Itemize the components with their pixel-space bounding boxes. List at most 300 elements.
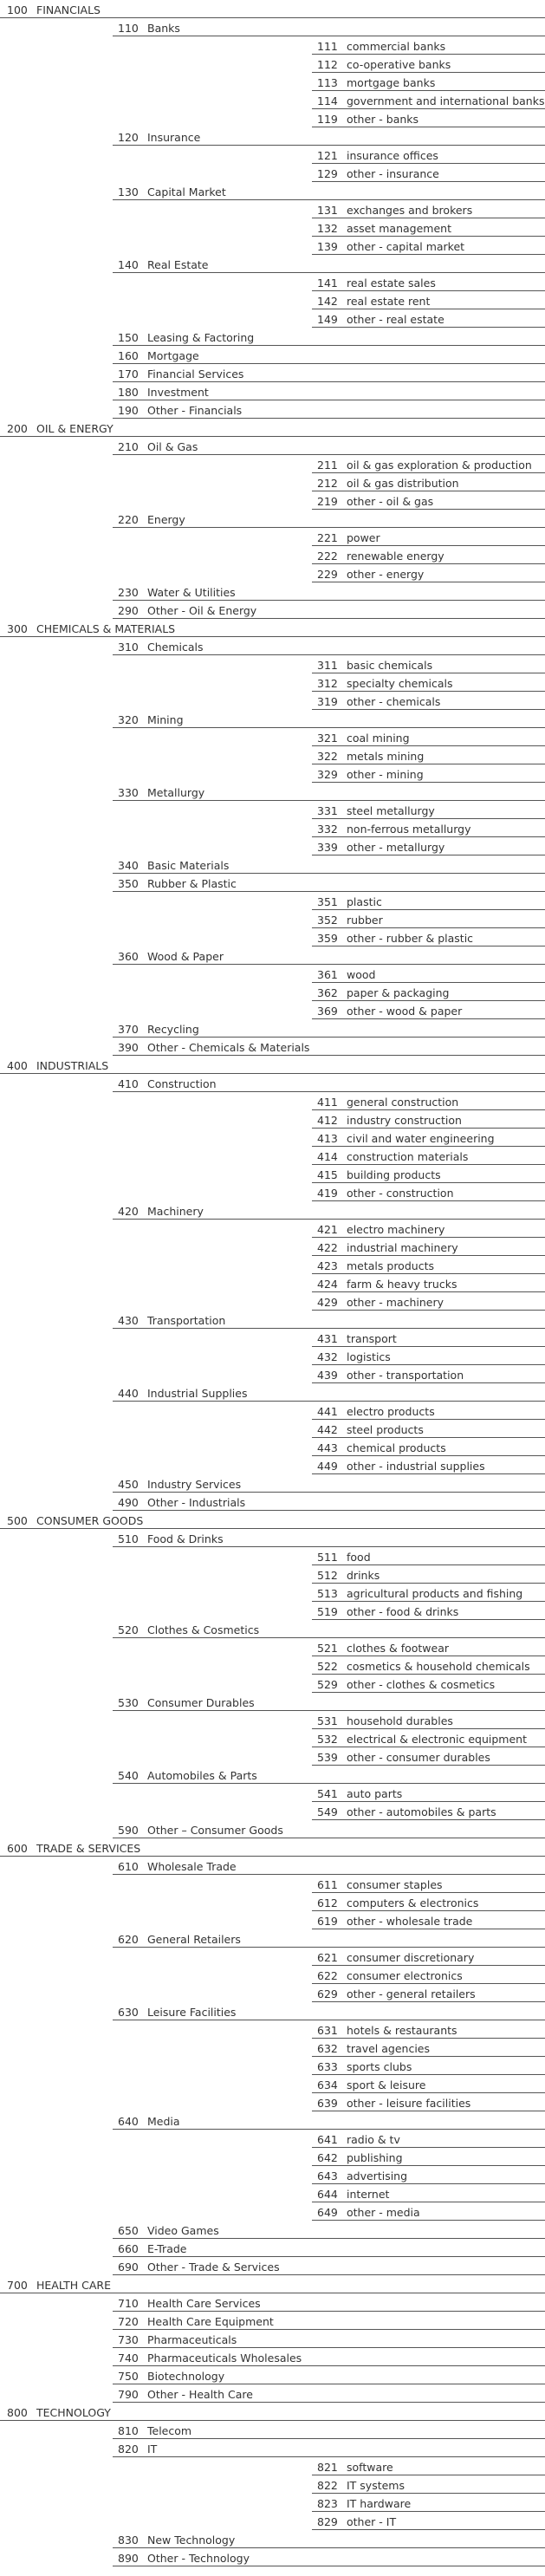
code-label: 430 bbox=[118, 1314, 139, 1327]
name-label: other - rubber & plastic bbox=[347, 932, 474, 945]
subgroup-row bbox=[312, 965, 545, 983]
code-label: 890 bbox=[118, 2552, 139, 2565]
code-label: 490 bbox=[118, 1496, 139, 1509]
code-label: 420 bbox=[118, 1205, 139, 1218]
name-label: computers & electronics bbox=[347, 1896, 479, 1909]
code-label: 829 bbox=[317, 2515, 338, 2528]
code-label: 212 bbox=[317, 477, 338, 490]
code-label: 132 bbox=[317, 222, 338, 235]
code-label: 312 bbox=[317, 677, 338, 690]
name-label: other - real estate bbox=[347, 313, 444, 326]
code-label: 660 bbox=[118, 2242, 139, 2255]
name-label: IT hardware bbox=[347, 2497, 412, 2510]
code-label: 450 bbox=[118, 1478, 139, 1491]
code-label: 424 bbox=[317, 1278, 338, 1291]
subgroup-row bbox=[312, 1565, 545, 1584]
name-label: Health Care Services bbox=[147, 2297, 261, 2310]
name-label: agricultural products and fishing bbox=[347, 1587, 523, 1600]
group-row bbox=[113, 2221, 545, 2239]
group-row bbox=[113, 1474, 545, 1493]
name-label: specialty chemicals bbox=[347, 677, 453, 690]
name-label: general construction bbox=[347, 1096, 459, 1109]
name-label: industrial machinery bbox=[347, 1241, 458, 1254]
code-label: 330 bbox=[118, 786, 139, 799]
subgroup-row bbox=[312, 2457, 545, 2475]
code-label: 513 bbox=[317, 1587, 338, 1600]
group-row bbox=[113, 182, 545, 200]
code-label: 619 bbox=[317, 1915, 338, 1928]
name-label: rubber bbox=[347, 914, 383, 927]
subgroup-row bbox=[312, 1001, 545, 1019]
name-label: building products bbox=[347, 1168, 441, 1181]
group-row bbox=[113, 2421, 545, 2439]
subgroup-row bbox=[312, 1110, 545, 1129]
code-label: 644 bbox=[317, 2188, 338, 2201]
group-row bbox=[113, 2257, 545, 2275]
name-label: travel agencies bbox=[347, 2042, 430, 2055]
name-label: Wholesale Trade bbox=[147, 1860, 237, 1873]
name-label: Oil & Gas bbox=[147, 440, 198, 453]
group-row bbox=[113, 2002, 545, 2020]
group-row bbox=[113, 437, 545, 455]
name-label: IT systems bbox=[347, 2479, 405, 2492]
name-label: other - chemicals bbox=[347, 695, 441, 708]
code-label: 650 bbox=[118, 2224, 139, 2237]
group-row bbox=[113, 1074, 545, 1092]
subgroup-row bbox=[312, 1893, 545, 1911]
name-label: other - oil & gas bbox=[347, 495, 434, 508]
code-label: 710 bbox=[118, 2297, 139, 2310]
name-label: Consumer Durables bbox=[147, 1696, 255, 1709]
name-label: food bbox=[347, 1551, 371, 1564]
name-label: Real Estate bbox=[147, 258, 209, 271]
code-label: 121 bbox=[317, 149, 338, 162]
code-label: 149 bbox=[317, 313, 338, 326]
code-label: 633 bbox=[317, 2060, 338, 2073]
code-label: 442 bbox=[317, 1423, 338, 1436]
name-label: Telecom bbox=[147, 2424, 192, 2437]
code-label: 400 bbox=[7, 1059, 28, 1072]
name-label: power bbox=[347, 531, 380, 544]
code-label: 421 bbox=[317, 1223, 338, 1236]
code-label: 810 bbox=[118, 2424, 139, 2437]
subgroup-row bbox=[312, 819, 545, 837]
name-label: Energy bbox=[147, 513, 185, 526]
code-label: 830 bbox=[118, 2534, 139, 2547]
name-label: General Retailers bbox=[147, 1933, 241, 1946]
name-label: other - mining bbox=[347, 768, 424, 781]
name-label: Clothes & Cosmetics bbox=[147, 1623, 260, 1636]
group-row bbox=[113, 1311, 545, 1329]
code-label: 530 bbox=[118, 1696, 139, 1709]
code-label: 631 bbox=[317, 2024, 338, 2037]
group-row bbox=[113, 783, 545, 801]
name-label: Video Games bbox=[147, 2224, 219, 2237]
code-label: 139 bbox=[317, 240, 338, 253]
name-label: logistics bbox=[347, 1350, 391, 1363]
code-label: 114 bbox=[317, 94, 338, 107]
group-row bbox=[113, 127, 545, 146]
name-label: other - leisure facilities bbox=[347, 2097, 471, 2110]
code-label: 110 bbox=[118, 22, 139, 35]
group-row bbox=[113, 1620, 545, 1638]
group-row bbox=[113, 2330, 545, 2348]
code-label: 642 bbox=[317, 2151, 338, 2164]
code-label: 443 bbox=[317, 1441, 338, 1454]
code-label: 512 bbox=[317, 1569, 338, 1582]
name-label: Construction bbox=[147, 1077, 217, 1090]
name-label: co-operative banks bbox=[347, 58, 451, 71]
code-label: 419 bbox=[317, 1187, 338, 1200]
code-label: 622 bbox=[317, 1969, 338, 1982]
name-label: OIL & ENERGY bbox=[36, 422, 114, 435]
name-label: real estate sales bbox=[347, 276, 436, 289]
code-label: 221 bbox=[317, 531, 338, 544]
code-label: 611 bbox=[317, 1878, 338, 1891]
group-row bbox=[113, 710, 545, 728]
subgroup-row bbox=[312, 2494, 545, 2512]
name-label: industry construction bbox=[347, 1114, 462, 1127]
subgroup-row bbox=[312, 1365, 545, 1383]
sector-row bbox=[0, 0, 545, 18]
name-label: electrical & electronic equipment bbox=[347, 1733, 527, 1746]
name-label: Rubber & Plastic bbox=[147, 877, 237, 890]
code-label: 422 bbox=[317, 1241, 338, 1254]
sector-row bbox=[0, 419, 545, 437]
group-row bbox=[113, 2312, 545, 2330]
name-label: Capital Market bbox=[147, 185, 226, 198]
code-label: 160 bbox=[118, 349, 139, 362]
code-label: 230 bbox=[118, 586, 139, 599]
code-label: 800 bbox=[7, 2406, 28, 2419]
code-label: 449 bbox=[317, 1460, 338, 1473]
name-label: Other - Financials bbox=[147, 404, 243, 417]
group-row bbox=[113, 2548, 545, 2566]
name-label: other - insurance bbox=[347, 167, 439, 180]
subgroup-row bbox=[312, 1420, 545, 1438]
subgroup-row bbox=[312, 291, 545, 309]
code-label: 321 bbox=[317, 732, 338, 745]
name-label: other - consumer durables bbox=[347, 1751, 490, 1764]
name-label: CONSUMER GOODS bbox=[36, 1514, 144, 1527]
name-label: transport bbox=[347, 1332, 397, 1345]
subgroup-row bbox=[312, 109, 545, 127]
code-label: 362 bbox=[317, 986, 338, 999]
name-label: other - energy bbox=[347, 568, 425, 581]
subgroup-row bbox=[312, 837, 545, 855]
code-label: 200 bbox=[7, 422, 28, 435]
code-label: 640 bbox=[118, 2115, 139, 2128]
code-label: 439 bbox=[317, 1369, 338, 1382]
subgroup-row bbox=[312, 200, 545, 218]
name-label: Mortgage bbox=[147, 349, 199, 362]
subgroup-row bbox=[312, 1547, 545, 1565]
subgroup-row bbox=[312, 1438, 545, 1456]
code-label: 821 bbox=[317, 2461, 338, 2474]
name-label: Mining bbox=[147, 713, 184, 726]
name-label: TECHNOLOGY bbox=[36, 2406, 111, 2419]
subgroup-row bbox=[312, 164, 545, 182]
subgroup-row bbox=[312, 218, 545, 237]
name-label: Industrial Supplies bbox=[147, 1387, 248, 1400]
subgroup-row bbox=[312, 1092, 545, 1110]
name-label: steel products bbox=[347, 1423, 424, 1436]
code-label: 429 bbox=[317, 1296, 338, 1309]
name-label: radio & tv bbox=[347, 2133, 400, 2146]
code-label: 331 bbox=[317, 804, 338, 817]
subgroup-row bbox=[312, 655, 545, 673]
name-label: other - IT bbox=[347, 2515, 397, 2528]
name-label: plastic bbox=[347, 895, 382, 908]
code-label: 410 bbox=[118, 1077, 139, 1090]
name-label: Other - Health Care bbox=[147, 2388, 253, 2401]
subgroup-row bbox=[312, 1638, 545, 1656]
subgroup-row bbox=[312, 1147, 545, 1165]
subgroup-row bbox=[312, 455, 545, 473]
group-row bbox=[113, 1929, 545, 1948]
subgroup-row bbox=[312, 1747, 545, 1766]
code-label: 320 bbox=[118, 713, 139, 726]
code-label: 630 bbox=[118, 2006, 139, 2019]
name-label: Financial Services bbox=[147, 368, 244, 381]
name-label: Basic Materials bbox=[147, 859, 230, 872]
name-label: commercial banks bbox=[347, 40, 446, 53]
subgroup-row bbox=[312, 564, 545, 582]
subgroup-row bbox=[312, 2093, 545, 2111]
name-label: sports clubs bbox=[347, 2060, 412, 2073]
subgroup-row bbox=[312, 801, 545, 819]
subgroup-row bbox=[312, 273, 545, 291]
name-label: Transportation bbox=[147, 1314, 226, 1327]
subgroup-row bbox=[312, 55, 545, 73]
name-label: other - general retailers bbox=[347, 1987, 476, 2000]
code-label: 412 bbox=[317, 1114, 338, 1127]
name-label: New Technology bbox=[147, 2534, 236, 2547]
name-label: construction materials bbox=[347, 1150, 469, 1163]
code-label: 229 bbox=[317, 568, 338, 581]
name-label: other - machinery bbox=[347, 1296, 444, 1309]
code-label: 750 bbox=[118, 2370, 139, 2383]
sector-row bbox=[0, 1056, 545, 1074]
subgroup-row bbox=[312, 309, 545, 328]
group-row bbox=[113, 1857, 545, 1875]
group-row bbox=[113, 582, 545, 601]
name-label: Other - Technology bbox=[147, 2552, 250, 2565]
name-label: other - wood & paper bbox=[347, 1005, 463, 1018]
name-label: other - food & drinks bbox=[347, 1605, 459, 1618]
code-label: 113 bbox=[317, 76, 338, 89]
code-label: 539 bbox=[317, 1751, 338, 1764]
name-label: Leasing & Factoring bbox=[147, 331, 255, 344]
code-label: 823 bbox=[317, 2497, 338, 2510]
code-label: 130 bbox=[118, 185, 139, 198]
name-label: cosmetics & household chemicals bbox=[347, 1660, 530, 1673]
code-label: 790 bbox=[118, 2388, 139, 2401]
group-row bbox=[113, 382, 545, 400]
name-label: coal mining bbox=[347, 732, 410, 745]
subgroup-row bbox=[312, 673, 545, 692]
code-label: 690 bbox=[118, 2261, 139, 2274]
name-label: Recycling bbox=[147, 1023, 199, 1036]
name-label: mortgage banks bbox=[347, 76, 436, 89]
subgroup-row bbox=[312, 2148, 545, 2166]
name-label: basic chemicals bbox=[347, 659, 433, 672]
code-label: 740 bbox=[118, 2352, 139, 2365]
name-label: internet bbox=[347, 2188, 390, 2201]
subgroup-row bbox=[312, 928, 545, 946]
name-label: other - automobiles & parts bbox=[347, 1805, 496, 1818]
code-label: 359 bbox=[317, 932, 338, 945]
name-label: CHEMICALS & MATERIALS bbox=[36, 622, 176, 635]
subgroup-row bbox=[312, 746, 545, 764]
code-label: 643 bbox=[317, 2169, 338, 2182]
group-row bbox=[113, 1529, 545, 1547]
sector-row bbox=[0, 2275, 545, 2293]
code-label: 415 bbox=[317, 1168, 338, 1181]
code-label: 170 bbox=[118, 368, 139, 381]
code-label: 700 bbox=[7, 2279, 28, 2292]
code-label: 311 bbox=[317, 659, 338, 672]
code-label: 129 bbox=[317, 167, 338, 180]
name-label: Other – Consumer Goods bbox=[147, 1824, 283, 1837]
subgroup-row bbox=[312, 546, 545, 564]
subgroup-row bbox=[312, 2020, 545, 2039]
code-label: 500 bbox=[7, 1514, 28, 1527]
code-label: 540 bbox=[118, 1769, 139, 1782]
name-label: other - media bbox=[347, 2206, 420, 2219]
code-label: 142 bbox=[317, 295, 338, 308]
name-label: oil & gas distribution bbox=[347, 477, 459, 490]
subgroup-row bbox=[312, 692, 545, 710]
subgroup-row bbox=[312, 2184, 545, 2202]
name-label: Pharmaceuticals bbox=[147, 2333, 237, 2346]
name-label: Health Care Equipment bbox=[147, 2315, 274, 2328]
code-label: 369 bbox=[317, 1005, 338, 1018]
name-label: farm & heavy trucks bbox=[347, 1278, 457, 1291]
name-label: paper & packaging bbox=[347, 986, 450, 999]
name-label: Automobiles & Parts bbox=[147, 1769, 257, 1782]
subgroup-row bbox=[312, 1183, 545, 1201]
name-label: other - wholesale trade bbox=[347, 1915, 473, 1928]
name-label: wood bbox=[347, 968, 376, 981]
code-label: 531 bbox=[317, 1714, 338, 1727]
code-label: 610 bbox=[118, 1860, 139, 1873]
name-label: other - construction bbox=[347, 1187, 454, 1200]
name-label: other - capital market bbox=[347, 240, 465, 253]
code-label: 423 bbox=[317, 1259, 338, 1272]
subgroup-row bbox=[312, 73, 545, 91]
code-label: 190 bbox=[118, 404, 139, 417]
name-label: Biotechnology bbox=[147, 2370, 225, 2383]
code-label: 300 bbox=[7, 622, 28, 635]
name-label: Other - Oil & Energy bbox=[147, 604, 257, 617]
group-row bbox=[113, 2384, 545, 2403]
code-label: 432 bbox=[317, 1350, 338, 1363]
code-label: 413 bbox=[317, 1132, 338, 1145]
name-label: Metallurgy bbox=[147, 786, 205, 799]
code-label: 541 bbox=[317, 1787, 338, 1800]
code-label: 120 bbox=[118, 131, 139, 144]
subgroup-row bbox=[312, 1329, 545, 1347]
code-label: 351 bbox=[317, 895, 338, 908]
subgroup-row bbox=[312, 146, 545, 164]
code-label: 441 bbox=[317, 1405, 338, 1418]
group-row bbox=[113, 510, 545, 528]
code-label: 350 bbox=[118, 877, 139, 890]
name-label: Media bbox=[147, 2115, 180, 2128]
group-row bbox=[113, 2530, 545, 2548]
group-row bbox=[113, 1493, 545, 1511]
code-label: 219 bbox=[317, 495, 338, 508]
subgroup-row bbox=[312, 1711, 545, 1729]
name-label: auto parts bbox=[347, 1787, 403, 1800]
subgroup-row bbox=[312, 2512, 545, 2530]
code-label: 639 bbox=[317, 2097, 338, 2110]
group-row bbox=[113, 2439, 545, 2457]
group-row bbox=[113, 1019, 545, 1038]
subgroup-row bbox=[312, 1675, 545, 1693]
code-label: 414 bbox=[317, 1150, 338, 1163]
code-label: 290 bbox=[118, 604, 139, 617]
subgroup-row bbox=[312, 1584, 545, 1602]
name-label: Insurance bbox=[147, 131, 201, 144]
name-label: consumer electronics bbox=[347, 1969, 463, 1982]
code-label: 730 bbox=[118, 2333, 139, 2346]
subgroup-row bbox=[312, 528, 545, 546]
name-label: INDUSTRIALS bbox=[36, 1059, 109, 1072]
name-label: consumer discretionary bbox=[347, 1951, 475, 1964]
code-label: 211 bbox=[317, 459, 338, 472]
subgroup-row bbox=[312, 2039, 545, 2057]
subgroup-row bbox=[312, 1875, 545, 1893]
group-row bbox=[113, 2293, 545, 2312]
group-row bbox=[113, 946, 545, 965]
subgroup-row bbox=[312, 1948, 545, 1966]
name-label: Other - Chemicals & Materials bbox=[147, 1041, 310, 1054]
code-label: 532 bbox=[317, 1733, 338, 1746]
group-row bbox=[113, 1766, 545, 1784]
code-label: 332 bbox=[317, 823, 338, 836]
group-row bbox=[113, 1038, 545, 1056]
name-label: publishing bbox=[347, 2151, 403, 2164]
name-label: clothes & footwear bbox=[347, 1642, 450, 1655]
subgroup-row bbox=[312, 2202, 545, 2221]
subgroup-row bbox=[312, 983, 545, 1001]
group-row bbox=[113, 364, 545, 382]
subgroup-row bbox=[312, 491, 545, 510]
code-label: 522 bbox=[317, 1660, 338, 1673]
name-label: Water & Utilities bbox=[147, 586, 236, 599]
name-label: sport & leisure bbox=[347, 2078, 426, 2091]
code-label: 822 bbox=[317, 2479, 338, 2492]
name-label: other - transportation bbox=[347, 1369, 464, 1382]
code-label: 310 bbox=[118, 641, 139, 654]
code-label: 521 bbox=[317, 1642, 338, 1655]
subgroup-row bbox=[312, 1729, 545, 1747]
code-label: 440 bbox=[118, 1387, 139, 1400]
name-label: insurance offices bbox=[347, 149, 438, 162]
subgroup-row bbox=[312, 2130, 545, 2148]
group-row bbox=[113, 1383, 545, 1402]
code-label: 529 bbox=[317, 1678, 338, 1691]
name-label: hotels & restaurants bbox=[347, 2024, 457, 2037]
name-label: FINANCIALS bbox=[36, 3, 101, 16]
name-label: TRADE & SERVICES bbox=[36, 1842, 141, 1855]
code-label: 720 bbox=[118, 2315, 139, 2328]
name-label: Food & Drinks bbox=[147, 1532, 224, 1545]
name-label: Machinery bbox=[147, 1205, 204, 1218]
name-label: renewable energy bbox=[347, 550, 444, 563]
